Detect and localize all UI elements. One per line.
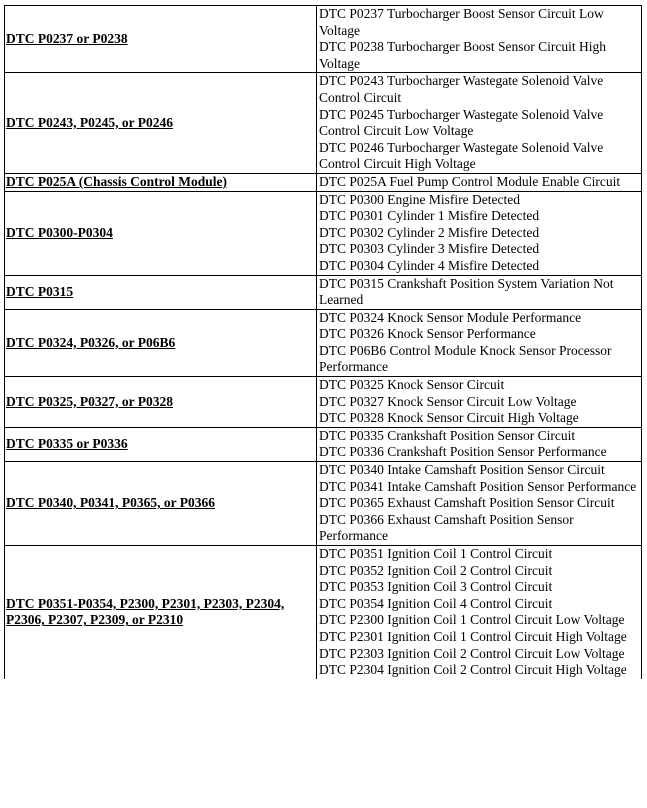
dtc-code: DTC P0300-P0304 bbox=[5, 191, 317, 275]
dtc-description: DTC P0246 Turbocharger Wastegate Solenoid Valve Control Circuit High Voltage bbox=[319, 139, 604, 172]
table-row bbox=[5, 377, 642, 428]
dtc-description: DTC P0315 Crankshaft Position System Variation Not Learned bbox=[319, 275, 614, 308]
dtc-description: DTC P0238 Turbocharger Boost Sensor Circuit High Voltage bbox=[319, 39, 607, 71]
dtc-description: DTC P0365 Exhaust Camshaft Position Sensor Circuit bbox=[319, 495, 615, 511]
dtc-description: DTC P2300 Ignition Coil 1 Control Circuit Low Voltage bbox=[319, 612, 625, 628]
dtc-description: DTC P0351 Ignition Coil 1 Control Circuit bbox=[319, 546, 553, 561]
table-row bbox=[5, 275, 642, 309]
dtc-descriptions bbox=[317, 173, 642, 191]
dtc-code: DTC P0351-P0354, P2300, P2301, P2303, P2304, P2306, P2307, P2309, or P2310 bbox=[5, 546, 317, 679]
dtc-description: DTC P0326 Knock Sensor Performance bbox=[319, 326, 536, 342]
dtc-description: DTC P0237 Turbocharger Boost Sensor Circuit Low Voltage bbox=[319, 6, 604, 38]
dtc-description: DTC P0302 Cylinder 2 Misfire Detected bbox=[319, 224, 540, 240]
dtc-description: DTC P0300 Engine Misfire Detected bbox=[319, 191, 520, 207]
dtc-description: DTC P0328 Knock Sensor Circuit High Voltage bbox=[319, 410, 579, 426]
dtc-table-body bbox=[5, 6, 642, 679]
dtc-descriptions bbox=[317, 309, 642, 376]
dtc-descriptions bbox=[317, 377, 642, 428]
dtc-code: DTC P0340, P0341, P0365, or P0366 bbox=[5, 462, 317, 546]
dtc-description: DTC P0341 Intake Camshaft Position Sensor Performance bbox=[319, 478, 637, 494]
dtc-description: DTC P0324 Knock Sensor Module Performance bbox=[319, 309, 582, 325]
dtc-description: DTC P0340 Intake Camshaft Position Sensor Circuit bbox=[319, 462, 605, 478]
dtc-descriptions bbox=[317, 427, 642, 461]
dtc-descriptions bbox=[317, 73, 642, 174]
dtc-description: DTC P0353 Ignition Coil 3 Control Circuit bbox=[319, 579, 553, 595]
dtc-description: DTC P0336 Crankshaft Position Sensor Performance bbox=[319, 444, 607, 460]
dtc-description: DTC P0325 Knock Sensor Circuit bbox=[319, 377, 505, 393]
dtc-description: DTC P2301 Ignition Coil 1 Control Circuit High Voltage bbox=[319, 628, 627, 644]
table-row bbox=[5, 462, 642, 546]
table-row bbox=[5, 309, 642, 376]
dtc-description: DTC P0352 Ignition Coil 2 Control Circuit bbox=[319, 562, 553, 578]
dtc-description: DTC P0303 Cylinder 3 Misfire Detected bbox=[319, 241, 540, 257]
dtc-code: DTC P0315 bbox=[5, 275, 317, 309]
dtc-description: DTC P0335 Crankshaft Position Sensor Circuit bbox=[319, 427, 576, 443]
table-row bbox=[5, 73, 642, 174]
dtc-code: DTC P0335 or P0336 bbox=[5, 427, 317, 461]
dtc-description: DTC P0245 Turbocharger Wastegate Solenoid Valve Control Circuit Low Voltage bbox=[319, 106, 604, 139]
dtc-description: DTC P06B6 Control Module Knock Sensor Processor Performance bbox=[319, 342, 612, 375]
table-row bbox=[5, 427, 642, 461]
dtc-description: DTC P0366 Exhaust Camshaft Position Sensor Performance bbox=[319, 511, 574, 544]
dtc-descriptions bbox=[317, 6, 642, 73]
table-row bbox=[5, 6, 642, 73]
dtc-descriptions bbox=[317, 275, 642, 309]
dtc-descriptions bbox=[317, 462, 642, 546]
dtc-description: DTC P025A Fuel Pump Control Module Enable Circuit bbox=[319, 173, 621, 189]
dtc-description: DTC P0304 Cylinder 4 Misfire Detected bbox=[319, 257, 540, 273]
dtc-description: DTC P0327 Knock Sensor Circuit Low Voltage bbox=[319, 393, 577, 409]
dtc-code: DTC P0325, P0327, or P0328 bbox=[5, 377, 317, 428]
dtc-code: DTC P0243, P0245, or P0246 bbox=[5, 73, 317, 174]
dtc-descriptions bbox=[317, 546, 642, 679]
dtc-description: DTC P0301 Cylinder 1 Misfire Detected bbox=[319, 208, 540, 224]
dtc-description: DTC P0243 Turbocharger Wastegate Solenoid Valve Control Circuit bbox=[319, 73, 604, 105]
dtc-code: DTC P0237 or P0238 bbox=[5, 6, 317, 73]
dtc-description: DTC P0354 Ignition Coil 4 Control Circuit bbox=[319, 595, 553, 611]
dtc-description: DTC P2304 Ignition Coil 2 Control Circuit High Voltage bbox=[319, 662, 627, 678]
table-row bbox=[5, 191, 642, 275]
dtc-descriptions bbox=[317, 191, 642, 275]
dtc-code: DTC P025A (Chassis Control Module) bbox=[5, 173, 317, 191]
dtc-description: DTC P2303 Ignition Coil 2 Control Circuit Low Voltage bbox=[319, 645, 625, 661]
dtc-code: DTC P0324, P0326, or P06B6 bbox=[5, 309, 317, 376]
table-row bbox=[5, 173, 642, 191]
table-row bbox=[5, 546, 642, 679]
dtc-table bbox=[4, 5, 642, 679]
